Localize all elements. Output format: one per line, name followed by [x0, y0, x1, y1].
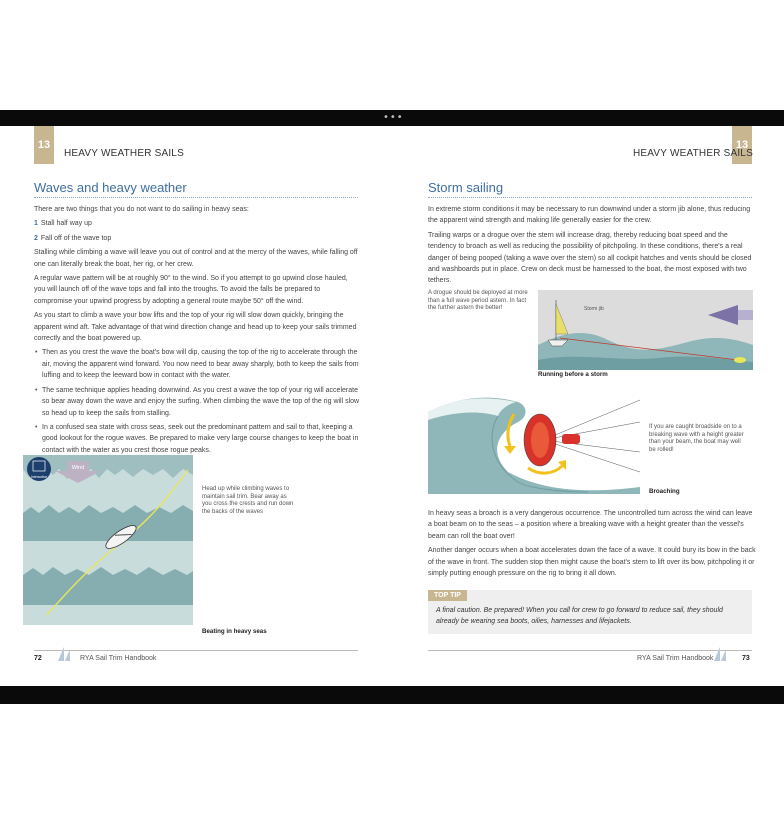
- viewer-bottom-bar: [0, 686, 784, 704]
- top-tip-text: A final caution. Be prepared! When you call for crew to go forward to reduce sail, they should already be wearing sea boots, oilies, harnesses and lifejackets.: [436, 607, 723, 625]
- running-figure: [538, 290, 753, 370]
- page-number-right: 73: [742, 655, 750, 662]
- wind-label: Wind: [71, 465, 85, 471]
- interactive-badge-label: Interactive: [30, 475, 48, 479]
- broaching-body-text: [428, 508, 758, 582]
- chapter-number-tab: 13: [34, 126, 54, 164]
- section-divider: [34, 197, 358, 198]
- bullet-list: [34, 347, 360, 456]
- numbered-item-1: 1 Stall half way up: [34, 220, 92, 228]
- more-options-icon[interactable]: •••: [383, 112, 404, 123]
- broaching-figure: [428, 392, 640, 494]
- crew-figure: [562, 434, 580, 444]
- wind-arrow-tail: [738, 310, 753, 320]
- paragraph: Trailing warps or a drogue over the stern will increase drag, thereby reducing boat speed and the tendency to broach as well as reducing the possibility of pitchpoling. In these conditions, there's a real danger of being pooped (taking a wave over the stern) so all cockpit hatches and vents should be closed and washboards put in place. Crew on deck must be harnessed to the boat, the most exposed with two tethers.: [428, 231, 752, 285]
- paragraph: As you start to climb a wave your bow lifts and the top of your rig will slow down quickly, bringing the apparent wind aft. Take advantage of that wind direction change and head up to keep your sails trimmed correctly and the boat powered up.: [34, 312, 357, 343]
- footer-rule: [428, 650, 752, 651]
- page-number-left: 72: [34, 655, 42, 662]
- footer-rule: [34, 650, 358, 651]
- drogue-caption: A drogue should be deployed at more than a full wave period astern. In fact the further astern the better!: [428, 290, 528, 311]
- bullet-item: • The same technique applies heading downwind. As you crest a wave the top of your rig will accelerate so bear away down the wave and enjoy the surfing. When climbing the wave the top of the rig will slow so head up to keep the sails from stalling.: [42, 385, 360, 419]
- figure-title: Broaching: [649, 488, 680, 495]
- storm-body-text: [428, 204, 756, 290]
- paragraph: In heavy seas a broach is a very dangerous occurrence. The uncontrolled turn across the wind can leave a boat beam on to the seas – a position where a breaking wave with a height greater than the vessel's beam can roll the boat over!: [428, 510, 753, 540]
- figure-title: Beating in heavy seas: [202, 628, 267, 635]
- chapter-title: HEAVY WEATHER SAILS: [633, 148, 753, 159]
- section-title-storm: Storm sailing: [428, 180, 504, 195]
- rya-sail-logo-icon: [712, 644, 730, 662]
- chapter-number-tab: 13: [732, 126, 752, 164]
- yacht-deck: [531, 422, 549, 458]
- footer-book-title: RYA Sail Trim Handbook: [80, 655, 157, 662]
- figure-caption: Head up while climbing waves to maintain sail trim. Bear away as you cross the crests and run down the backs of the waves: [202, 486, 294, 515]
- top-tip-label: TOP TIP: [428, 590, 467, 601]
- storm-jib-label: Storm jib: [584, 306, 604, 312]
- paragraph: In extreme storm conditions it may be necessary to run downwind under a storm jib alone, thus reducing the apparent wind strength and making life generally easier for the crew.: [428, 206, 751, 225]
- beating-figure: [23, 455, 193, 625]
- paragraph: A regular wave pattern will be at roughly 90° to the wind. So if you attempt to go upwind close hauled, you will launch off of the wave tops and fall into the troughs. To avoid the falls be prepared to compromise your upwind progress by adopting a general route maybe 50° off the wind.: [34, 275, 348, 305]
- section-title-waves: Waves and heavy weather: [34, 180, 187, 195]
- wave-band: [23, 575, 193, 605]
- broach-caption: If you are caught broadside on to a breaking wave with a height greater than your beam, the boat may well be rolled!: [649, 424, 744, 453]
- figure-title: Running before a storm: [538, 371, 608, 378]
- rya-sail-logo-icon: [56, 644, 74, 662]
- chapter-title: HEAVY WEATHER SAILS: [64, 148, 184, 159]
- numbered-item-2: 2 Fall off of the wave top: [34, 234, 112, 242]
- wave-band: [23, 513, 193, 541]
- bullet-item: • Then as you crest the wave the boat's bow will dip, causing the top of the rig to accelerate through the air, moving the apparent wind forward. You now need to bear away sharply, both to keep the sails from luffing and to keep the leeward bow in contact with the water.: [42, 347, 360, 381]
- drogue-icon: [734, 357, 746, 363]
- paragraph: Stalling while climbing a wave will leave you out of control and at the mercy of the waves, while falling off one can literally break the boat, her rig, or her crew.: [34, 249, 358, 268]
- section-divider: [428, 197, 752, 198]
- waves-body-text: [34, 204, 360, 459]
- top-tip-box: [428, 590, 752, 634]
- intro-paragraph: There are two things that you do not want to do sailing in heavy seas:: [34, 206, 249, 213]
- footer-book-title: RYA Sail Trim Handbook: [637, 655, 714, 662]
- bullet-item: • In a confused sea state with cross seas, seek out the predominant pattern and sail to that, keeping a good lookout for the rogue waves. Be prepared to make very large course changes to keep the boat in contact with the water as you crest those rogue peaks.: [42, 422, 360, 456]
- paragraph: Another danger occurs when a boat accelerates down the face of a wave. It could bury its bow in the back of the wave in front. The sudden stop then might cause the boat's stern to lift over its bow, pitchpoling it or simply putting enough pressure on the rig to bring it all down.: [428, 547, 756, 578]
